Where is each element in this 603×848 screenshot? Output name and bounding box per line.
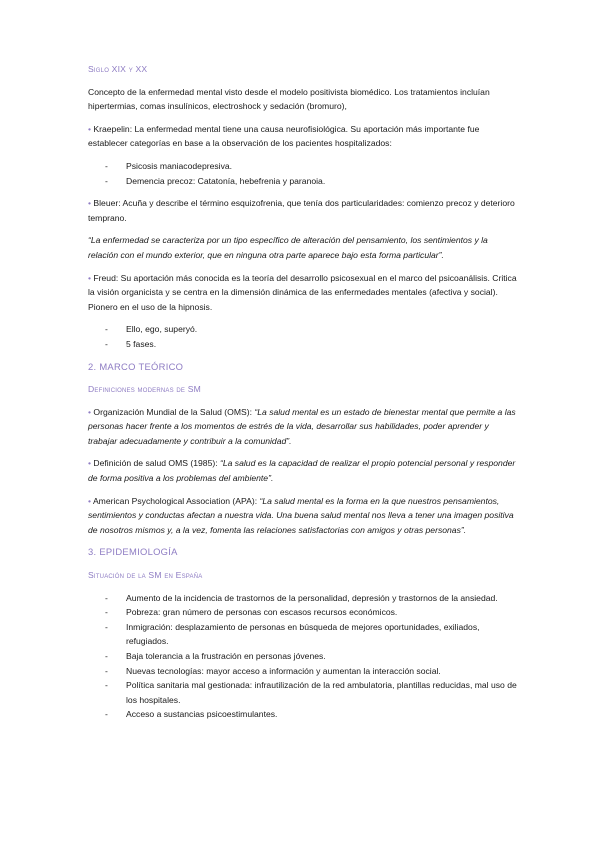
kraepelin-name: Kraepelin xyxy=(93,123,130,134)
intro-paragraph: Concepto de la enfermedad mental visto desde el modelo positivista biomédico. Los tratamientos incluían hipertermias, comas insulínicos, electroshock y sedación (bromuro), xyxy=(88,86,490,112)
list-item: - Inmigración: desplazamiento de personas en búsqueda de mejores oportunidades, exiliados, refugiados. xyxy=(88,620,520,649)
bullet-icon: • xyxy=(88,272,92,283)
freud-paragraph xyxy=(88,271,520,315)
apa-name: American Psychological Association (APA) xyxy=(92,495,255,506)
apa-quote: “La salud mental es la forma en la que nuestros pensamientos, sentimientos y conductas afectan a nuestra vida. Una buena salud mental nos lleva a tener una imagen positiva de nosotros mismos y, a la vez, fomenta las relaciones satisfactorias con amigos y otras personas”. xyxy=(88,495,514,535)
kraepelin-paragraph xyxy=(88,122,520,151)
freud-name: Freud xyxy=(93,272,116,283)
oms-paragraph xyxy=(88,405,520,449)
bleuer-name: Bleuer xyxy=(93,198,119,209)
apa-sep: : xyxy=(254,495,260,506)
section-subtitle-siglo: Siglo XIX y XX xyxy=(88,64,148,74)
list-item: - Psicosis maniacodepresiva. xyxy=(88,159,520,174)
list-item: - Demencia precoz: Catatonía, hebefrenia y paranoia. xyxy=(88,174,520,189)
list-item: - Pobreza: gran número de personas con escasos recursos económicos. xyxy=(88,605,520,620)
heading-epidemiologia: 3. EPIDEMIOLOGÍA xyxy=(88,546,178,558)
bleuer-text: : Acuña y describe el término esquizofrenia, que tenía dos particularidades: comienzo precoz y deterioro temprano. xyxy=(88,198,515,223)
heading-marco-teorico: 2. MARCO TEÓRICO xyxy=(88,360,184,372)
list-item: - Acceso a sustancias psicoestimulantes. xyxy=(88,707,520,722)
bullet-icon: • xyxy=(88,458,92,469)
document-page xyxy=(88,62,520,730)
epidemiologia-list xyxy=(88,591,520,722)
bleuer-paragraph xyxy=(88,196,520,225)
apa-paragraph xyxy=(88,494,520,538)
list-item: - 5 fases. xyxy=(88,337,520,352)
bleuer-quote: “La enfermedad se caracteriza por un tipo específico de alteración del pensamiento, los sentimientos y la relación con el mundo exterior, que en ninguna otra parte aparece bajo esta forma particular”. xyxy=(88,235,488,260)
bullet-icon: • xyxy=(88,123,92,134)
oms-quote: “La salud mental es un estado de bienestar mental que permite a las personas hacer frente a los momentos de estrés de la vida, desarrollar sus habilidades, poder aprender y trabajar adecuadamente y contribuir a la comunidad”. xyxy=(88,406,516,446)
oms85-sep: : xyxy=(215,458,220,469)
oms85-paragraph xyxy=(88,456,520,485)
kraepelin-text: : La enfermedad mental tiene una causa neurofisiológica. Su aportación más importante fue establecer categorías en base a la observación de los pacientes hospitalizados: xyxy=(88,123,480,149)
bullet-icon: • xyxy=(88,198,92,209)
freud-text: : Su aportación más conocida es la teoría del desarrollo psicosexual en el marco del psicoanálisis. Critica la visión organicista y se centra en la dimensión dinámica de las enfermedades mentales (afectiva y social). Pionero en el uso de la hipnosis. xyxy=(88,272,517,312)
section-subtitle-definiciones: Definiciones modernas de SM xyxy=(88,384,202,395)
oms85-quote: “La salud es la capacidad de realizar el propio potencial personal y responder de forma positiva a los problemas del ambiente”. xyxy=(88,458,516,484)
list-item: - Política sanitaria mal gestionada: infrautilización de la red ambulatoria, plantillas reducidas, mal uso de los hospitales. xyxy=(88,678,520,707)
oms85-name: Definición de salud OMS (1985) xyxy=(93,458,216,469)
oms-sep: : xyxy=(249,406,255,417)
list-item: - Aumento de la incidencia de trastornos de la personalidad, depresión y trastornos de la ansiedad. xyxy=(88,591,520,606)
list-item: - Ello, ego, superyó. xyxy=(88,322,520,337)
list-item: - Baja tolerancia a la frustración en personas jóvenes. xyxy=(88,649,520,664)
oms-name: Organización Mundial de la Salud (OMS) xyxy=(93,406,250,417)
bullet-icon: • xyxy=(88,406,92,417)
kraepelin-list xyxy=(88,159,520,188)
section-subtitle-situacion: Situación de la SM en España xyxy=(88,570,203,581)
freud-list xyxy=(88,322,520,351)
list-item: - Nuevas tecnologías: mayor acceso a información y aumentan la interacción social. xyxy=(88,664,520,679)
bullet-icon: • xyxy=(88,495,92,506)
